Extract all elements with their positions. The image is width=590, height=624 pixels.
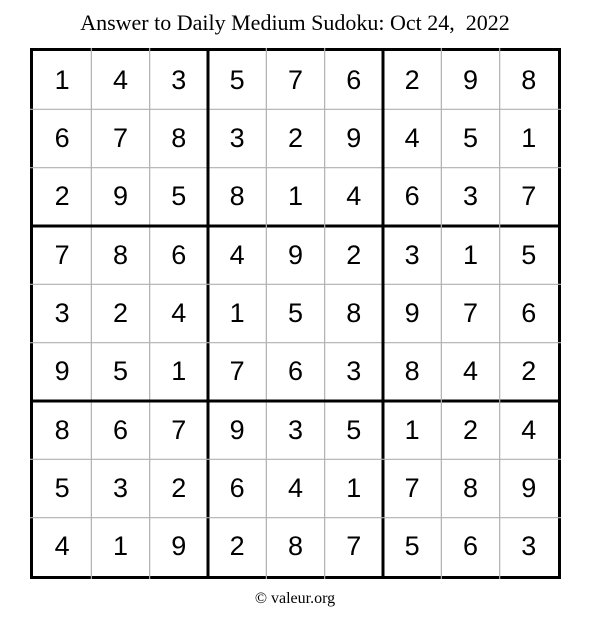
- sudoku-cell: 3: [462, 181, 478, 212]
- sudoku-cell: 4: [287, 472, 303, 503]
- sudoku-cell: 1: [521, 122, 537, 153]
- sudoku-cell: 4: [54, 531, 70, 562]
- sudoku-cell: 4: [462, 356, 478, 387]
- sudoku-cell: 4: [521, 414, 537, 445]
- sudoku-cell: 5: [112, 356, 128, 387]
- sudoku-cell: 3: [112, 472, 128, 503]
- copyright-footer: © valeur.org: [254, 590, 336, 607]
- sudoku-cell: 1: [229, 297, 245, 328]
- sudoku-cell: 1: [346, 472, 362, 503]
- sudoku-cell: 7: [346, 531, 362, 562]
- sudoku-cell: 6: [462, 531, 478, 562]
- sudoku-cell: 8: [112, 239, 128, 270]
- sudoku-cell: 8: [287, 531, 303, 562]
- sudoku-cell: 7: [404, 472, 420, 503]
- sudoku-cell: 6: [521, 297, 537, 328]
- sudoku-cell: 5: [54, 472, 70, 503]
- sudoku-cell: 5: [404, 531, 420, 562]
- page-title: Answer to Daily Medium Sudoku: Oct 24, 2022: [80, 10, 510, 35]
- sudoku-cell: 2: [287, 122, 303, 153]
- sudoku-cell: 1: [404, 414, 420, 445]
- sudoku-cell: 3: [521, 531, 537, 562]
- sudoku-cell: 2: [462, 414, 478, 445]
- sudoku-cell: 9: [462, 64, 478, 95]
- sudoku-cell: 3: [229, 122, 245, 153]
- sudoku-cell: 7: [287, 64, 303, 95]
- sudoku-cell: 9: [346, 122, 362, 153]
- sudoku-cell: 6: [54, 122, 70, 153]
- sudoku-cell: 8: [229, 181, 245, 212]
- sudoku-cells: [33, 51, 558, 576]
- sudoku-cell: 5: [229, 64, 245, 95]
- sudoku-cell: 5: [287, 297, 303, 328]
- sudoku-cell: 2: [521, 356, 537, 387]
- sudoku-cell: 7: [462, 297, 478, 328]
- sudoku-cell: 1: [287, 181, 303, 212]
- sudoku-cell: 1: [462, 239, 478, 270]
- sudoku-cell: 4: [346, 181, 362, 212]
- sudoku-cell: 9: [171, 531, 187, 562]
- sudoku-cell: 9: [404, 297, 420, 328]
- sudoku-cell: 6: [346, 64, 362, 95]
- sudoku-cell: 4: [229, 239, 245, 270]
- sudoku-cell: 9: [521, 472, 537, 503]
- sudoku-cell: 7: [54, 239, 70, 270]
- sudoku-cell: 9: [112, 181, 128, 212]
- sudoku-cell: 1: [112, 531, 128, 562]
- sudoku-cell: 2: [112, 297, 128, 328]
- sudoku-cell: 9: [229, 414, 245, 445]
- sudoku-cell: 8: [404, 356, 420, 387]
- sudoku-cell: 8: [462, 472, 478, 503]
- sudoku-cell: 9: [54, 356, 70, 387]
- sudoku-cell: 6: [112, 414, 128, 445]
- sudoku-cell: 9: [287, 239, 303, 270]
- sudoku-cell: 4: [171, 297, 187, 328]
- sudoku-cell: 2: [346, 239, 362, 270]
- sudoku-cell: 5: [171, 181, 187, 212]
- sudoku-cell: 8: [54, 414, 70, 445]
- sudoku-cell: 6: [404, 181, 420, 212]
- sudoku-cell: 6: [287, 356, 303, 387]
- sudoku-cell: 8: [171, 122, 187, 153]
- sudoku-cell: 7: [171, 414, 187, 445]
- sudoku-cell: 2: [404, 64, 420, 95]
- sudoku-cell: 8: [346, 297, 362, 328]
- sudoku-cell: 2: [171, 472, 187, 503]
- sudoku-cell: 6: [171, 239, 187, 270]
- sudoku-cell: 4: [404, 122, 420, 153]
- sudoku-cell: 6: [229, 472, 245, 503]
- sudoku-cell: 1: [54, 64, 70, 95]
- sudoku-cell: 7: [521, 181, 537, 212]
- sudoku-cell: 5: [346, 414, 362, 445]
- sudoku-cell: 3: [287, 414, 303, 445]
- sudoku-cell: 5: [462, 122, 478, 153]
- sudoku-cell: 5: [521, 239, 537, 270]
- sudoku-cell: 8: [521, 64, 537, 95]
- sudoku-cell: 3: [404, 239, 420, 270]
- sudoku-cell: 2: [229, 531, 245, 562]
- sudoku-cell: 3: [171, 64, 187, 95]
- sudoku-cell: 4: [112, 64, 128, 95]
- sudoku-cell: 1: [171, 356, 187, 387]
- sudoku-cell: 3: [54, 297, 70, 328]
- sudoku-cell: 7: [112, 122, 128, 153]
- sudoku-cell: 3: [346, 356, 362, 387]
- sudoku-cell: 2: [54, 181, 70, 212]
- sudoku-cell: 7: [229, 356, 245, 387]
